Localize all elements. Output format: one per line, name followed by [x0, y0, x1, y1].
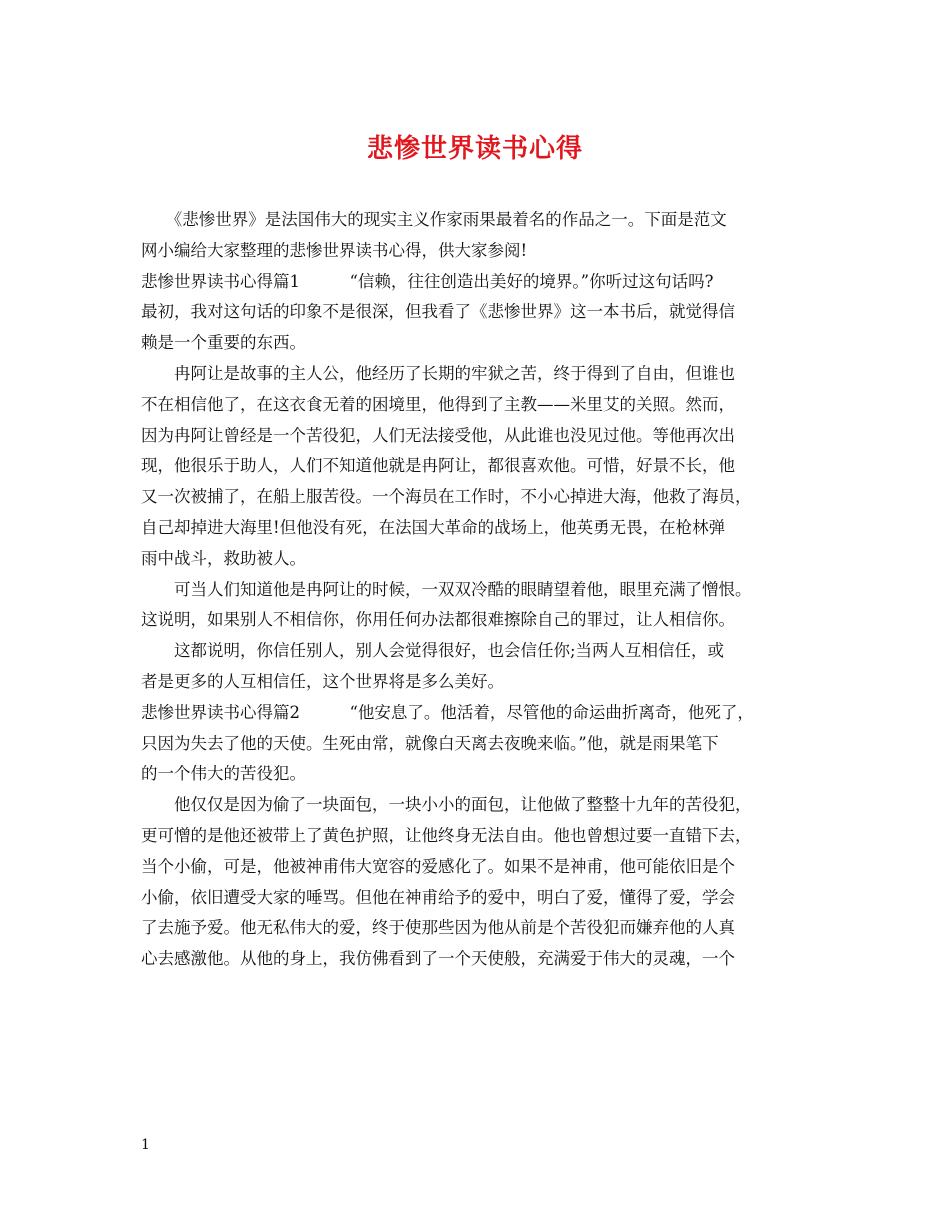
text-line: 《悲惨世界》是法国伟大的现实主义作家雨果最着名的作品之一。下面是范文: [141, 210, 727, 229]
text-line: 现，他很乐于助人，人们不知道他就是冉阿让，都很喜欢他。可惜，好景不长，他: [141, 456, 735, 476]
document-body: [141, 205, 821, 975]
text-line: 者是更多的人互相信任，这个世界将是多么美好。: [141, 671, 504, 691]
text-line: 这说明，如果别人不相信你，你用任何办法都很难擦除自己的罪过，让人相信你。: [141, 610, 735, 630]
text-line: 只因为失去了他的天使。生死由常，就像白天离去夜晚来临。”他，就是雨果笔下: [141, 733, 719, 753]
text-line: 悲惨世界读书心得篇2 “他安息了。他活着，尽管他的命运曲折离奇，他死了，: [141, 702, 754, 722]
text-line: 了去施予爱。他无私伟大的爱，终于使那些因为他从前是个苦役犯而嫌弃他的人真: [141, 918, 735, 938]
text-line: 心去感激他。从他的身上，我仿佛看到了一个天使般，充满爱于伟大的灵魂，一个: [141, 949, 735, 969]
text-line: 赖是一个重要的东西。: [141, 333, 306, 353]
text-line: 最初，我对这句话的印象不是很深，但我看了《悲惨世界》这一本书后，就觉得信: [141, 302, 735, 322]
text-line: 又一次被捕了，在船上服苦役。一个海员在工作时，不小心掉进大海，他救了海员，: [141, 487, 752, 507]
text-line: 不在相信他了，在这衣食无着的困境里，他得到了主教——米里艾的关照。然而，: [141, 394, 735, 414]
text-line: 这都说明，你信任别人，别人会觉得很好，也会信任你;当两人互相信任，或: [141, 641, 725, 661]
text-line: 的一个伟大的苦役犯。: [141, 764, 306, 784]
text-line: 可当人们知道他是冉阿让的时候，一双双冷酷的眼睛望着他，眼里充满了憎恨。: [141, 579, 752, 599]
text-line: 当个小偷，可是，他被神甫伟大宽容的爱感化了。如果不是神甫，他可能依旧是个: [141, 856, 735, 876]
text-line: 更可憎的是他还被带上了黄色护照，让他终身无法自由。他也曾想过要一直错下去，: [141, 825, 752, 845]
text-line: 悲惨世界读书心得篇1 “信赖，往往创造出美好的境界。”你听过这句话吗?: [141, 271, 714, 291]
document-title: 悲惨世界读书心得: [366, 134, 583, 164]
text-line: 冉阿让是故事的主人公，他经历了长期的牢狱之苦，终于得到了自由，但谁也: [141, 363, 735, 383]
text-line: 网小编给大家整理的悲惨世界读书心得，供大家参阅!: [141, 240, 528, 260]
text-line: 因为冉阿让曾经是一个苦役犯，人们无法接受他，从此谁也没见过他。等他再次出: [141, 425, 735, 445]
text-line: 雨中战斗，救助被人。: [141, 548, 306, 568]
page-number: 1: [141, 1137, 150, 1153]
text-line: 自己却掉进大海里!但他没有死，在法国大革命的战场上，他英勇无畏，在枪林弹: [141, 517, 726, 537]
text-line: 他仅仅是因为偷了一块面包，一块小小的面包，让他做了整整十九年的苦役犯，: [141, 795, 752, 815]
text-line: 小偷，依旧遭受大家的唾骂。但他在神甫给予的爱中，明白了爱，懂得了爱，学会: [141, 887, 735, 907]
